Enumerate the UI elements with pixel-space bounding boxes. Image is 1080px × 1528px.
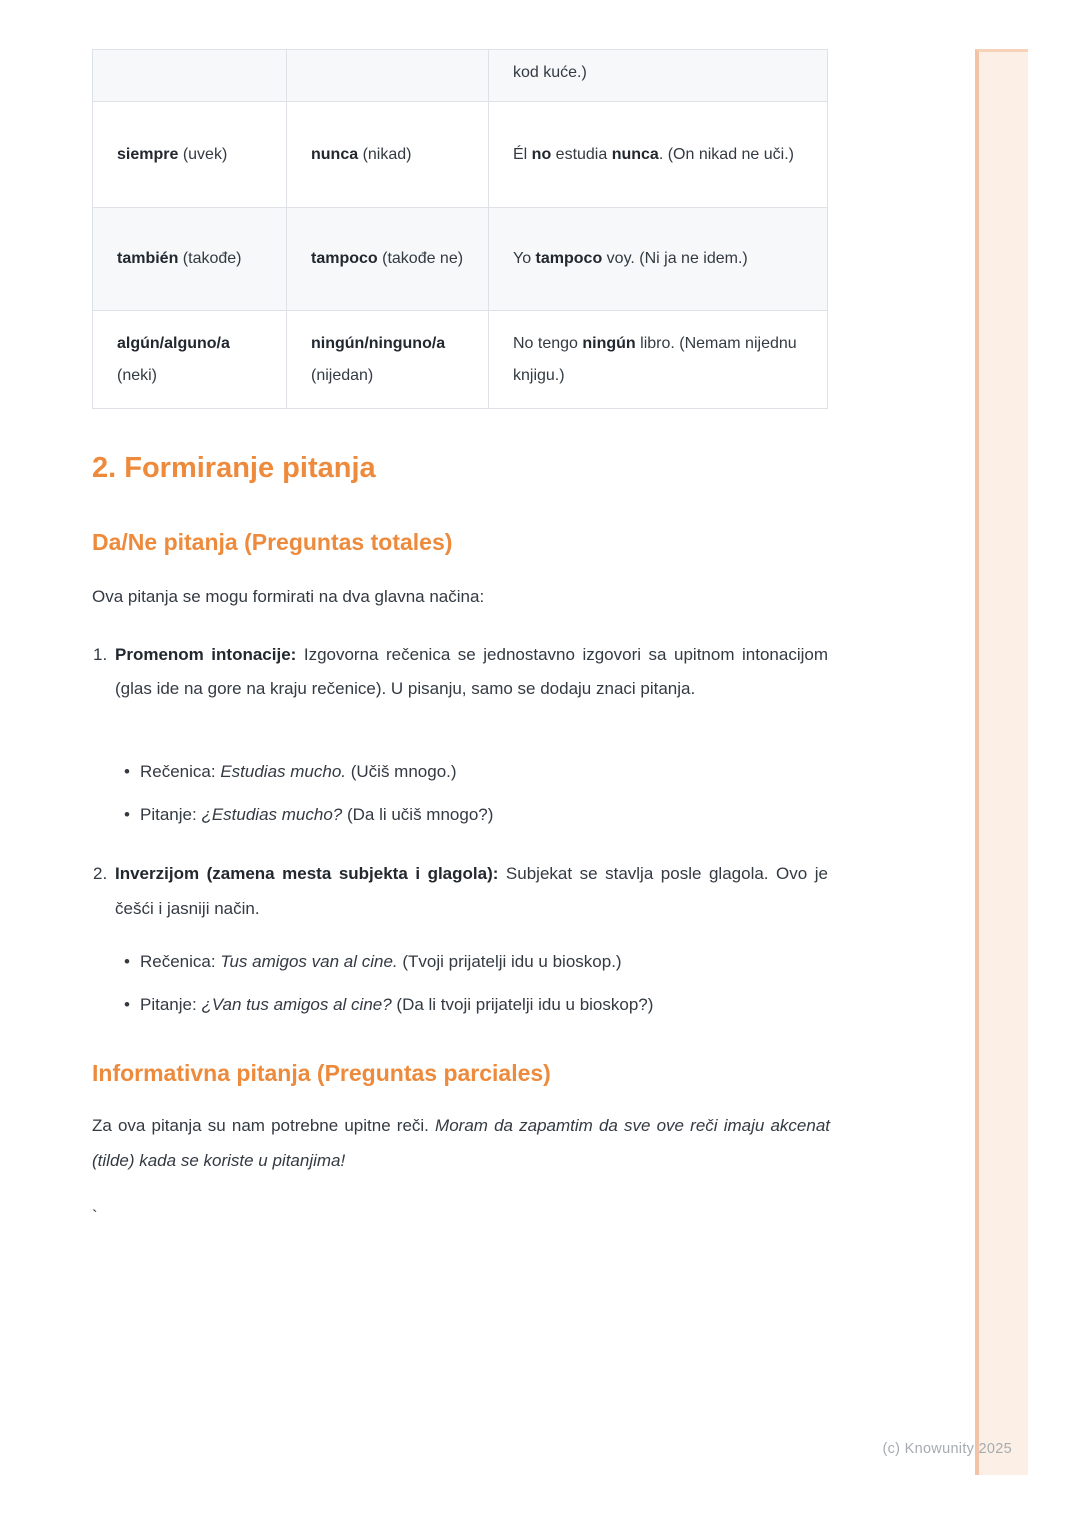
numbered-item-2 (92, 856, 828, 926)
informative-paragraph: Za ova pitanja su nam potrebne upitne reči. Moram da zapamtim da sve ove reči imaju akcenat (tilde) kada se koriste u pitanjima! (92, 1116, 830, 1170)
table-cell: algún/alguno/a (neki) (93, 311, 287, 409)
table-cell: siempre (uvek) (93, 102, 287, 208)
list-number: 1. (93, 645, 108, 664)
right-margin-highlight-stripe (975, 49, 1028, 1475)
table-cell (287, 50, 489, 102)
table-cell: No tengo ningún libro. (Nemam nijednu knjigu.) (489, 311, 828, 409)
section-heading: 2. Formiranje pitanja (92, 452, 376, 484)
table-cell (93, 50, 287, 102)
table-cell: también (takođe) (93, 208, 287, 311)
table-cell: Yo tampoco voy. (Ni ja ne idem.) (489, 208, 828, 311)
vocabulary-table (92, 49, 828, 409)
copyright-footer: (c) Knowunity 2025 (882, 1441, 1012, 1457)
table-row (93, 50, 828, 102)
bullet-item (124, 755, 828, 789)
table-cell: Él no estudia nunca. (On nikad ne uči.) (489, 102, 828, 208)
numbered-item-1 (92, 638, 828, 706)
bullet-text: Rečenica: Tus amigos van al cine. (Tvoji prijatelji idu u bioskop.) (140, 952, 622, 971)
stray-backtick: ` (92, 1207, 98, 1226)
bullet-text: Pitanje: ¿Van tus amigos al cine? (Da li tvoji prijatelji idu u bioskop?) (140, 995, 654, 1014)
bullet-item (124, 988, 828, 1022)
bullet-marker: • (124, 762, 130, 781)
intro-paragraph: Ova pitanja se mogu formirati na dva glavna načina: (92, 587, 485, 606)
subsection-heading-informative: Informativna pitanja (Preguntas parciales) (92, 1060, 551, 1086)
numbered-item-text: Promenom intonacije: Izgovorna rečenica se jednostavno izgovori sa upitnom intonacijom (glas ide na gore na kraju rečenice). U pisanju, samo se dodaju znaci pitanja. (115, 645, 828, 698)
subsection-heading-yesno: Da/Ne pitanja (Preguntas totales) (92, 529, 453, 555)
table-row (93, 102, 828, 208)
table-cell: tampoco (takođe ne) (287, 208, 489, 311)
table-cell: ningún/ninguno/a (nijedan) (287, 311, 489, 409)
bullet-text: Rečenica: Estudias mucho. (Učiš mnogo.) (140, 762, 457, 781)
bullet-text: Pitanje: ¿Estudias mucho? (Da li učiš mnogo?) (140, 805, 494, 824)
table-row (93, 311, 828, 409)
numbered-item-text: Inverzijom (zamena mesta subjekta i glagola): Subjekat se stavlja posle glagola. Ovo je češći i jasniji način. (115, 864, 828, 918)
bullet-marker: • (124, 805, 130, 824)
bullet-marker: • (124, 952, 130, 971)
table-cell: nunca (nikad) (287, 102, 489, 208)
table-cell: kod kuće.) (489, 50, 828, 102)
list-number: 2. (93, 864, 108, 883)
bullet-item (124, 945, 828, 979)
bullet-item (124, 798, 828, 832)
bullet-marker: • (124, 995, 130, 1014)
table-row (93, 208, 828, 311)
